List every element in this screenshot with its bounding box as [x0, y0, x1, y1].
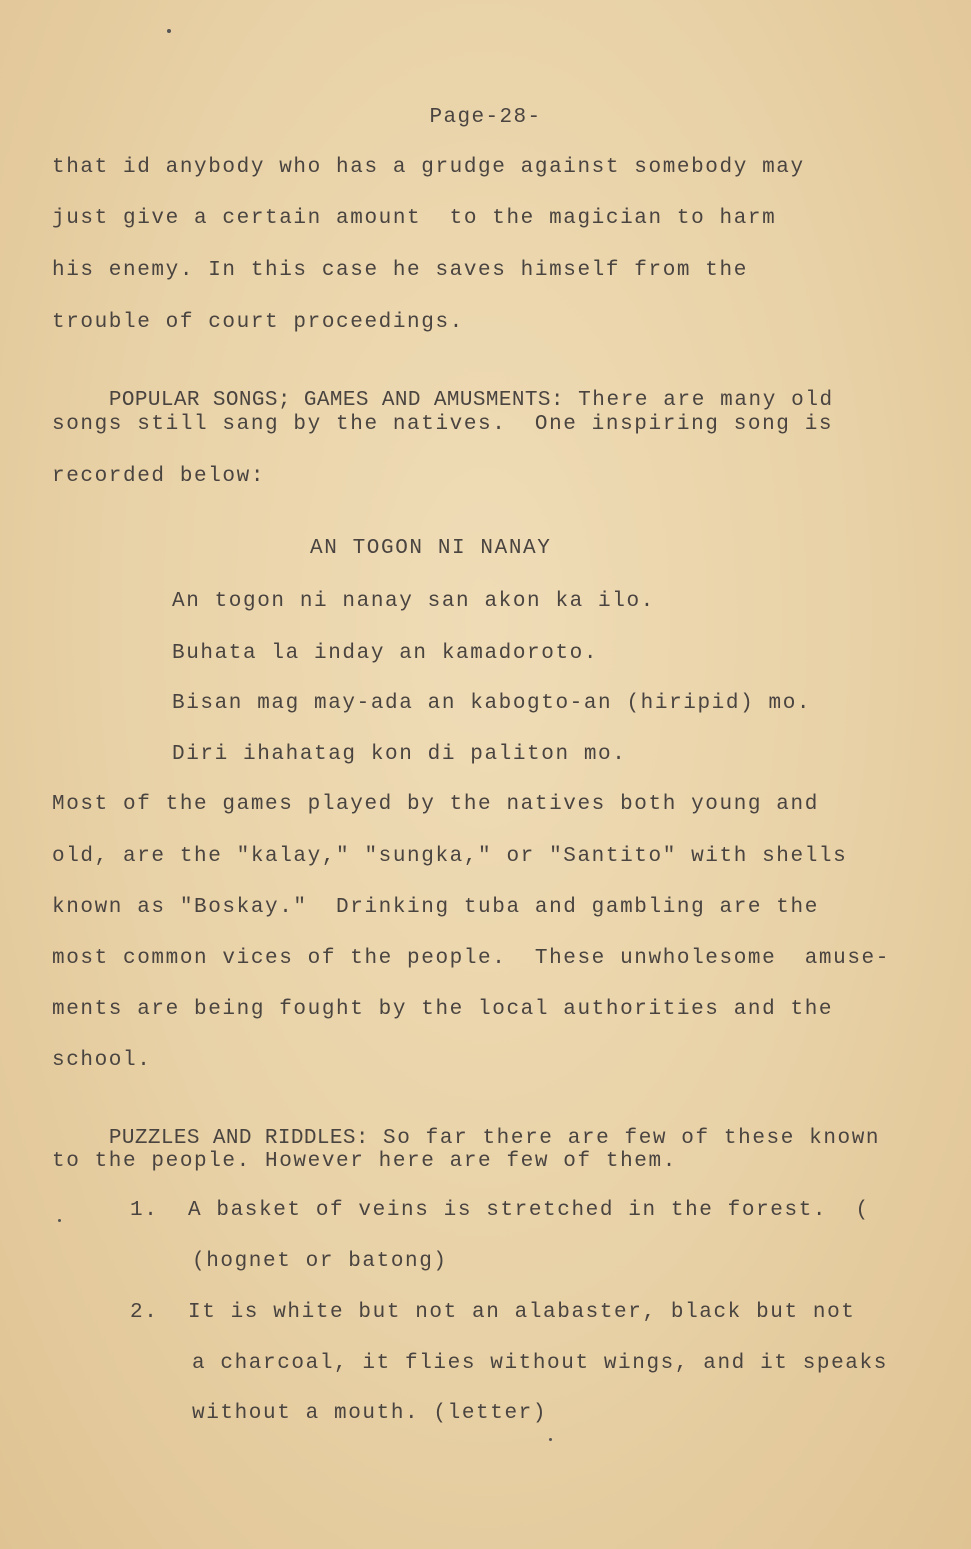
section-heading-riddles: PUZZLES AND RIDDLES: [108, 1127, 369, 1150]
paragraph-line: trouble of court proceedings. [52, 311, 464, 334]
song-verse: An togon ni nanay san akon ka ilo. [172, 590, 655, 613]
paragraph-line: that id anybody who has a grudge against somebody may [52, 156, 805, 179]
riddle-answer-line: without a mouth. (letter) [192, 1402, 548, 1425]
paragraph-line: school. [52, 1049, 152, 1072]
riddle-line: A basket of veins is stretched in the forest. ( [188, 1199, 870, 1222]
paragraph-line: his enemy. In this case he saves himself from the [52, 259, 748, 282]
riddle-answer-line: (hognet or batong) [192, 1250, 448, 1273]
paragraph-line: most common vices of the people. These unwholesome amuse- [52, 947, 890, 970]
song-verse: Buhata la inday an kamadoroto. [172, 642, 599, 665]
paragraph-line: known as "Boskay." Drinking tuba and gambling are the [52, 896, 819, 919]
paragraph-line: recorded below: [52, 465, 266, 488]
paragraph-line: to the people. However here are few of them. [52, 1150, 677, 1173]
ink-speck [167, 29, 171, 33]
paragraph-line: just give a certain amount to the magician to harm [52, 207, 777, 230]
paragraph-line: Most of the games played by the natives both young and [52, 793, 819, 816]
riddle-number: 1. [130, 1199, 159, 1222]
riddle-line: It is white but not an alabaster, black but not [188, 1301, 856, 1324]
paragraph-line: ments are being fought by the local authorities and the [52, 998, 834, 1021]
song-verse: Bisan mag may-ada an kabogto-an (hiripid) mo. [172, 692, 812, 715]
song-title: AN TOGON NI NANAY [310, 537, 552, 560]
paragraph-line: songs still sang by the natives. One inspiring song is [52, 413, 834, 436]
page-number: Page-28- [429, 106, 542, 129]
ink-speck-small [58, 1219, 61, 1222]
paragraph-line: old, are the "kalay," "sungka," or "Santito" with shells [52, 845, 848, 868]
ink-speck-bottom [549, 1438, 552, 1441]
section-songs-text: There are many old [563, 389, 834, 412]
section-riddles-text: So far there are few of these known [368, 1127, 881, 1150]
riddle-number: 2. [130, 1301, 159, 1324]
section-heading-songs: POPULAR SONGS; GAMES AND AMUSMENTS: [108, 389, 564, 412]
song-verse: Diri ihahatag kon di paliton mo. [172, 743, 627, 766]
riddle-line: a charcoal, it flies without wings, and it speaks [192, 1352, 888, 1375]
